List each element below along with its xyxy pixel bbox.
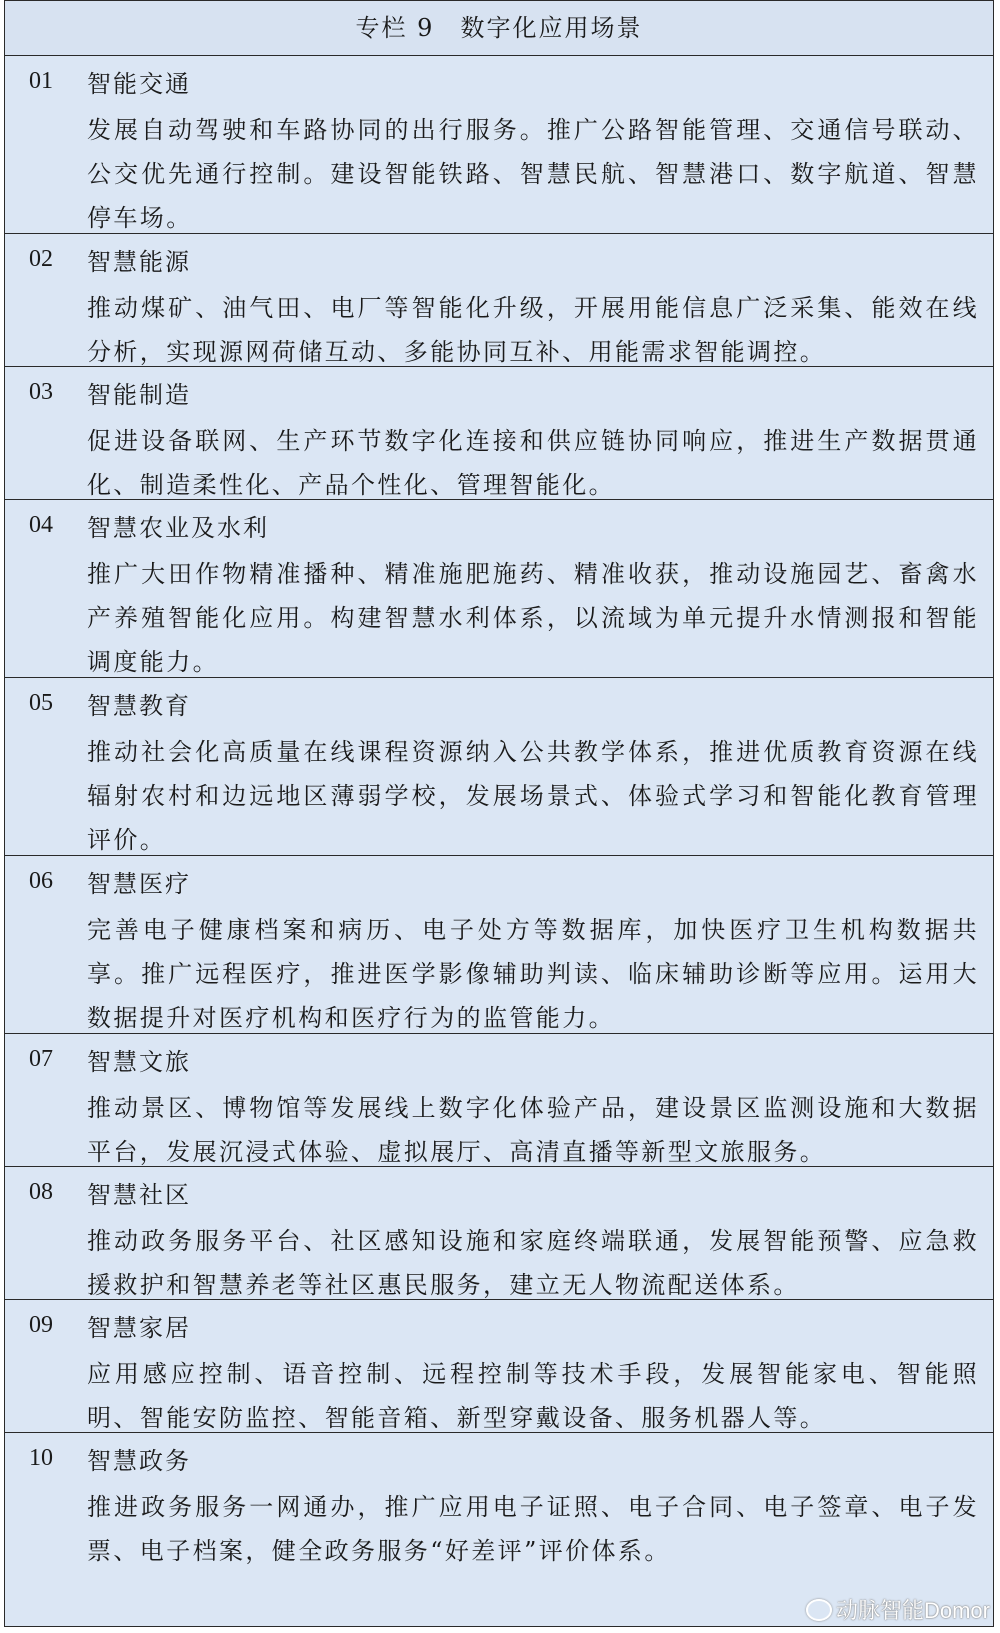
row-heading: 智能制造	[87, 381, 191, 409]
watermark	[806, 1594, 990, 1625]
scenario-row	[5, 500, 993, 678]
row-body: 推广大田作物精准播种、精准施肥施药、精准收获，推动设施园艺、畜禽水产养殖智能化应用。构建智慧水利体系，以流域为单元提升水情测报和智能调度能力。	[87, 560, 979, 676]
scenario-row	[5, 1034, 993, 1167]
row-body: 推动景区、博物馆等发展线上数字化体验产品，建设景区监测设施和大数据平台，发展沉浸式体验、虚拟展厅、高清直播等新型文旅服务。	[87, 1094, 979, 1166]
scenario-row	[5, 234, 993, 367]
row-body: 推进政务服务一网通办，推广应用电子证照、电子合同、电子签章、电子发票、电子档案，健全政务服务“好差评”评价体系。	[87, 1493, 979, 1565]
row-heading: 智能交通	[87, 70, 191, 98]
row-body: 推动煤矿、油气田、电厂等智能化升级，开展用能信息广泛采集、能效在线分析，实现源网荷储互动、多能协同互补、用能需求智能调控。	[87, 294, 979, 366]
row-body: 推动社会化高质量在线课程资源纳入公共教学体系，推进优质教育资源在线辐射农村和边远地区薄弱学校，发展场景式、体验式学习和智能化教育管理评价。	[87, 738, 979, 854]
row-body: 完善电子健康档案和病历、电子处方等数据库，加快医疗卫生机构数据共享。推广远程医疗，推进医学影像辅助判读、临床辅助诊断等应用。运用大数据提升对医疗机构和医疗行为的监管能力。	[87, 916, 979, 1032]
row-number: 02	[29, 246, 53, 272]
scenario-row	[5, 678, 993, 856]
row-number: 06	[29, 868, 53, 894]
row-number: 05	[29, 690, 53, 716]
row-heading: 智慧社区	[87, 1181, 191, 1209]
row-number: 01	[29, 68, 53, 94]
scenario-row	[5, 56, 993, 234]
row-heading: 智慧农业及水利	[87, 514, 269, 542]
column-box	[4, 0, 994, 1627]
row-body: 推动政务服务平台、社区感知设施和家庭终端联通，发展智能预警、应急救援救护和智慧养老等社区惠民服务，建立无人物流配送体系。	[87, 1227, 979, 1299]
row-heading: 智慧政务	[87, 1447, 191, 1475]
row-heading: 智慧医疗	[87, 870, 191, 898]
row-heading: 智慧教育	[87, 692, 191, 720]
scenario-row	[5, 1167, 993, 1300]
row-number: 09	[29, 1312, 53, 1338]
row-number: 07	[29, 1046, 53, 1072]
row-number: 08	[29, 1179, 53, 1205]
row-number: 10	[29, 1445, 53, 1471]
scenario-row	[5, 367, 993, 500]
row-body: 应用感应控制、语音控制、远程控制等技术手段，发展智能家电、智能照明、智能安防监控、智能音箱、新型穿戴设备、服务机器人等。	[87, 1360, 979, 1432]
scenario-row	[5, 856, 993, 1034]
row-heading: 智慧家居	[87, 1314, 191, 1342]
scenario-row	[5, 1300, 993, 1433]
scenario-row	[5, 1433, 993, 1569]
row-body: 促进设备联网、生产环节数字化连接和供应链协同响应，推进生产数据贯通化、制造柔性化、产品个性化、管理智能化。	[87, 427, 979, 499]
row-heading: 智慧文旅	[87, 1048, 191, 1076]
row-number: 03	[29, 379, 53, 405]
weibo-icon	[806, 1599, 832, 1621]
watermark-text: 动脉智能Domor	[835, 1598, 990, 1623]
row-body: 发展自动驾驶和车路协同的出行服务。推广公路智能管理、交通信号联动、公交优先通行控制。建设智能铁路、智慧民航、智慧港口、数字航道、智慧停车场。	[87, 116, 979, 232]
column-title: 专栏 9 数字化应用场景	[5, 1, 993, 56]
row-heading: 智慧能源	[87, 248, 191, 276]
row-number: 04	[29, 512, 53, 538]
